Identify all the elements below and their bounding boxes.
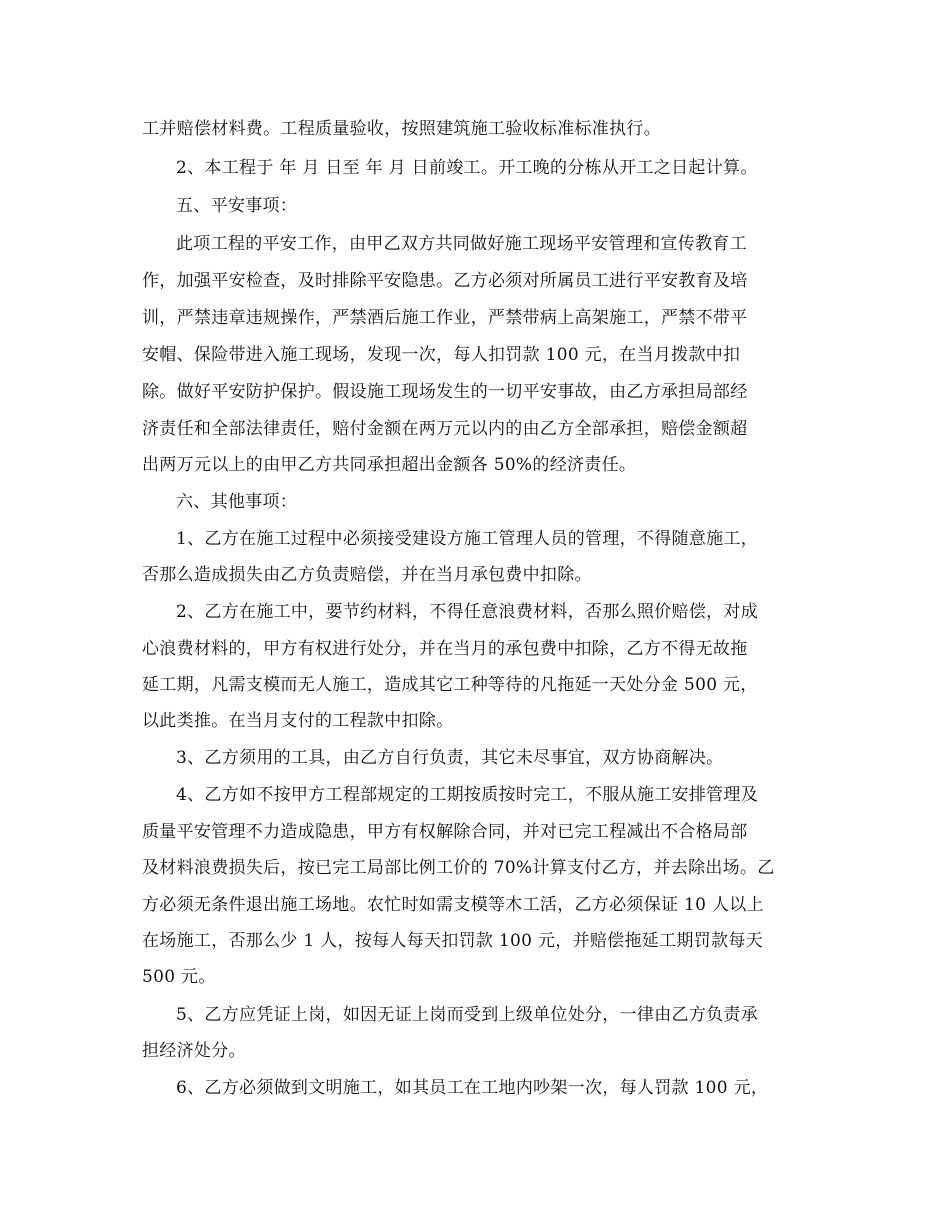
text-line: 质量平安管理不力造成隐患，甲方有权解除合同，并对已完工程减出不合格局部 [142, 822, 748, 842]
text-line: 出两万元以上的由甲乙方共同承担超出金额各 50%的经济责任。 [142, 455, 637, 475]
text-line: 否那么造成损失由乙方负责赔偿，并在当月承包费中扣除。 [142, 565, 592, 585]
text-line: 在场施工，否那么少 1 人，按每人每天扣罚款 100 元，并赔偿拖延工期罚款每天 [142, 931, 763, 951]
text-line: 及材料浪费损失后，按已完工局部比例工价的 70%计算支付乙方，并去除出场。乙 [142, 858, 775, 878]
section-heading: 六、其他事项： [176, 492, 298, 512]
text-line: 500 元。 [142, 967, 216, 987]
text-line: 以此类推。在当月支付的工程款中扣除。 [142, 711, 454, 731]
text-line: 心浪费材料的，甲方有权进行处分，并在当月的承包费中扣除，乙方不得无故拖 [142, 639, 748, 659]
text-line: 6、乙方必须做到文明施工，如其员工在工地内吵架一次，每人罚款 100 元， [176, 1078, 769, 1098]
text-line: 作，加强平安检查，及时排除平安隐患。乙方必须对所属员工进行平安教育及培 [142, 271, 748, 291]
text-line: 延工期，凡需支模而无人施工，造成其它工种等待的凡拖延一天处分金 500 元， [142, 675, 758, 695]
text-line: 2、本工程于 年 月 日至 年 月 日前竣工。开工晚的分栋从开工之日起计算。 [176, 158, 758, 178]
text-line: 1、乙方在施工过程中必须接受建设方施工管理人员的管理，不得随意施工， [176, 529, 759, 549]
text-line: 方必须无条件退出施工场地。农忙时如需支模等木工活，乙方必须保证 10 人以上 [142, 895, 764, 915]
text-line: 安帽、保险带进入施工现场，发现一次，每人扣罚款 100 元，在当月拨款中扣 [142, 345, 741, 365]
text-line: 5、乙方应凭证上岗，如因无证上岗而受到上级单位处分，一律由乙方负责承 [176, 1005, 759, 1025]
text-line: 担经济处分。 [142, 1041, 246, 1061]
text-line: 济责任和全部法律责任，赔付金额在两万元以内的由乙方全部承担，赔偿金额超 [142, 419, 748, 439]
text-line: 训，严禁违章违规操作，严禁酒后施工作业，严禁带病上高架施工，严禁不带平 [142, 308, 748, 328]
text-line: 2、乙方在施工中，要节约材料，不得任意浪费材料，否那么照价赔偿，对成 [176, 602, 759, 622]
section-heading: 五、平安事项： [176, 196, 298, 216]
text-line: 工并赔偿材料费。工程质量验收，按照建筑施工验收标准标准执行。 [142, 119, 661, 139]
text-line: 3、乙方须用的工具，由乙方自行负责，其它未尽事宜，双方协商解决。 [176, 748, 724, 768]
text-line: 除。做好平安防护保护。假设施工现场发生的一切平安事故，由乙方承担局部经 [142, 382, 748, 402]
text-line: 此项工程的平安工作，由甲乙双方共同做好施工现场平安管理和宣传教育工 [176, 234, 747, 254]
text-line: 4、乙方如不按甲方工程部规定的工期按质按时完工，不服从施工安排管理及 [176, 785, 759, 805]
